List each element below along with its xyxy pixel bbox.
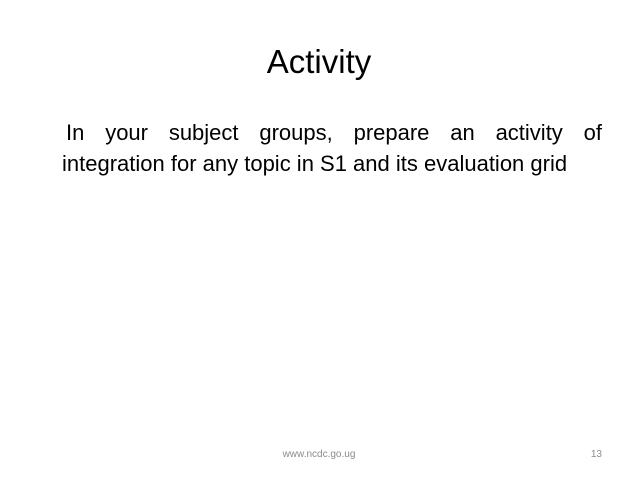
footer-url: www.ncdc.go.ug <box>282 449 356 460</box>
slide-body-text: In your subject groups, prepare an activity of integration for any topic in S1 and its evaluation grid <box>62 120 602 176</box>
page-number: 13 <box>590 449 602 460</box>
slide-title: Activity <box>266 43 372 80</box>
